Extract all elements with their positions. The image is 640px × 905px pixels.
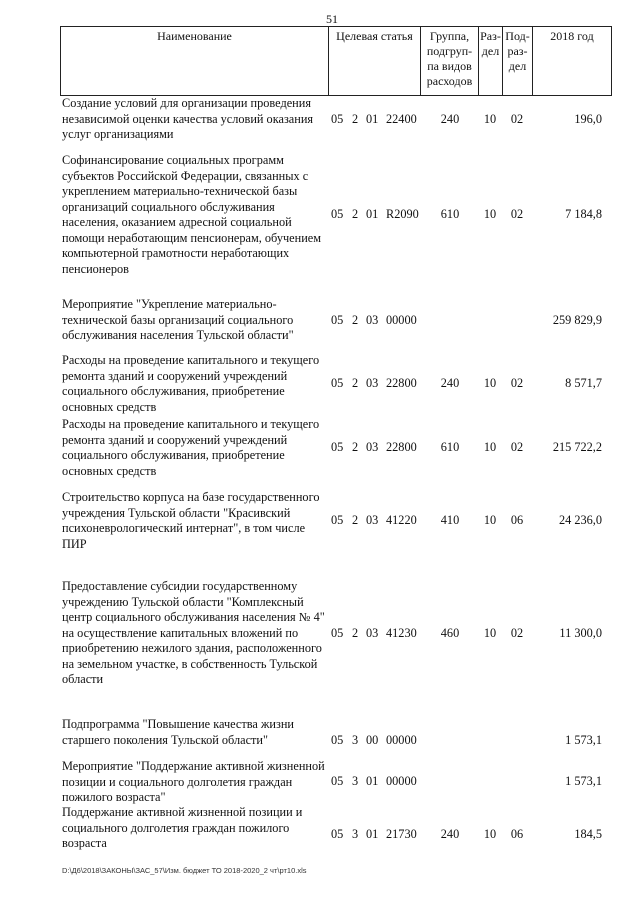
subsection: 06 (510, 827, 524, 841)
target-code-direction: 22800 (386, 440, 417, 454)
target-code-subprogram: 2 (352, 376, 359, 390)
expense-group: 240 (440, 112, 460, 126)
row-name: Расходы на проведение капитального и текущего ремонта зданий и сооружений учреждений социального обслуживания, приобретение основных средств (62, 353, 320, 414)
amount-2018: 7 184,8 (565, 207, 602, 221)
row-name: Софинансирование социальных программ субъектов Российской Федерации, связанных с укреплением материально-технической базы организаций социального обслуживания населения, оказанием адресной социальной помощи неработающим пенсионерам, обучением компьютерной грамотности неработающих пенсионеров (62, 153, 322, 276)
target-code-direction: 41230 (386, 626, 417, 640)
amount-2018: 11 300,0 (559, 626, 602, 640)
target-code-direction: R2090 (386, 207, 419, 221)
subsection: 06 (510, 513, 524, 527)
row-name: Расходы на проведение капитального и текущего ремонта зданий и сооружений учреждений социального обслуживания, приобретение основных средств (62, 417, 320, 478)
expense-group: 240 (440, 827, 460, 841)
amount-2018: 196,0 (574, 112, 602, 126)
header-year: 2018 год (532, 26, 612, 96)
target-code-program: 05 (331, 827, 344, 841)
subsection: 02 (510, 207, 524, 221)
section: 10 (483, 827, 497, 841)
amount-2018: 24 236,0 (558, 513, 602, 527)
target-code-program: 05 (331, 313, 344, 327)
header-name: Наименование (60, 26, 328, 96)
target-code-program: 05 (331, 513, 344, 527)
row-name: Создание условий для организации проведения независимой оценки качества условий оказания услуг организациями (62, 96, 314, 141)
amount-2018: 1 573,1 (565, 733, 602, 747)
subsection: 02 (510, 376, 524, 390)
target-code-subprogram: 3 (352, 827, 359, 841)
subsection: 02 (510, 626, 524, 640)
page-number: 51 (326, 12, 338, 26)
header-group: Группа, подгруп-па видов расходов (420, 26, 478, 96)
target-code-subprogram: 2 (352, 112, 359, 126)
amount-2018: 215 722,2 (552, 440, 602, 454)
target-code-event: 01 (366, 112, 379, 126)
target-code-program: 05 (331, 112, 344, 126)
section: 10 (483, 112, 497, 126)
target-code-subprogram: 3 (352, 733, 359, 747)
target-code-program: 05 (331, 774, 344, 788)
target-code-event: 03 (366, 313, 379, 327)
target-code-event: 03 (366, 376, 379, 390)
target-code-program: 05 (331, 207, 344, 221)
target-code-event: 01 (366, 207, 379, 221)
header-subsection: Под-раз-дел (502, 26, 532, 96)
header-target: Целевая статья (328, 26, 420, 96)
target-code-subprogram: 2 (352, 440, 359, 454)
target-code-event: 03 (366, 440, 379, 454)
amount-2018: 8 571,7 (565, 376, 602, 390)
expense-group: 610 (440, 207, 460, 221)
amount-2018: 259 829,9 (552, 313, 602, 327)
target-code-event: 01 (366, 774, 379, 788)
row-name: Подпрограмма "Повышение качества жизни старшего поколения Тульской области" (62, 717, 295, 747)
section: 10 (483, 626, 497, 640)
section: 10 (483, 513, 497, 527)
target-code-subprogram: 2 (352, 626, 359, 640)
target-code-subprogram: 2 (352, 513, 359, 527)
target-code-subprogram: 2 (352, 313, 359, 327)
row-name: Поддержание активной жизненной позиции и социального долголетия граждан пожилого возраста (62, 805, 303, 850)
row-name: Мероприятие "Поддержание активной жизненной позиции и социального долголетия граждан пожилого возраста" (62, 759, 325, 804)
target-code-event: 01 (366, 827, 379, 841)
amount-2018: 1 573,1 (565, 774, 602, 788)
row-name: Строительство корпуса на базе государственного учреждения Тульской области "Красивский психоневрологический интернат", в том числе ПИР (62, 490, 320, 551)
target-code-direction: 00000 (386, 313, 417, 327)
expense-group: 240 (440, 376, 460, 390)
header-section: Раз-дел (478, 26, 502, 96)
row-name: Мероприятие "Укрепление материально-технической базы организаций социального обслуживания населения Тульской области" (62, 297, 294, 342)
target-code-program: 05 (331, 626, 344, 640)
target-code-direction: 22800 (386, 376, 417, 390)
expense-group: 460 (440, 626, 460, 640)
target-code-direction: 21730 (386, 827, 417, 841)
target-code-event: 00 (366, 733, 379, 747)
subsection: 02 (510, 440, 524, 454)
subsection: 02 (510, 112, 524, 126)
section: 10 (483, 440, 497, 454)
expense-group: 410 (440, 513, 460, 527)
target-code-subprogram: 3 (352, 774, 359, 788)
target-code-direction: 00000 (386, 774, 417, 788)
target-code-direction: 00000 (386, 733, 417, 747)
target-code-program: 05 (331, 440, 344, 454)
target-code-program: 05 (331, 376, 344, 390)
target-code-program: 05 (331, 733, 344, 747)
amount-2018: 184,5 (574, 827, 602, 841)
target-code-subprogram: 2 (352, 207, 359, 221)
target-code-direction: 22400 (386, 112, 417, 126)
section: 10 (483, 207, 497, 221)
expense-group: 610 (440, 440, 460, 454)
row-name: Предоставление субсидии государственному учреждению Тульской области "Комплексный центр социального обслуживания населения № 4" на осуществление капитальных вложений по приобретению нежилого здания, расположенного на земельном участке, в собственность Тульской области (62, 579, 325, 686)
target-code-event: 03 (366, 626, 379, 640)
file-path-footer: D:\Д6\2018\ЗАКОНЫ\ЗАС_57\Изм. бюджет ТО 2018-2020_2 чт\рт10.xls (62, 866, 307, 875)
target-code-event: 03 (366, 513, 379, 527)
section: 10 (483, 376, 497, 390)
target-code-direction: 41220 (386, 513, 417, 527)
